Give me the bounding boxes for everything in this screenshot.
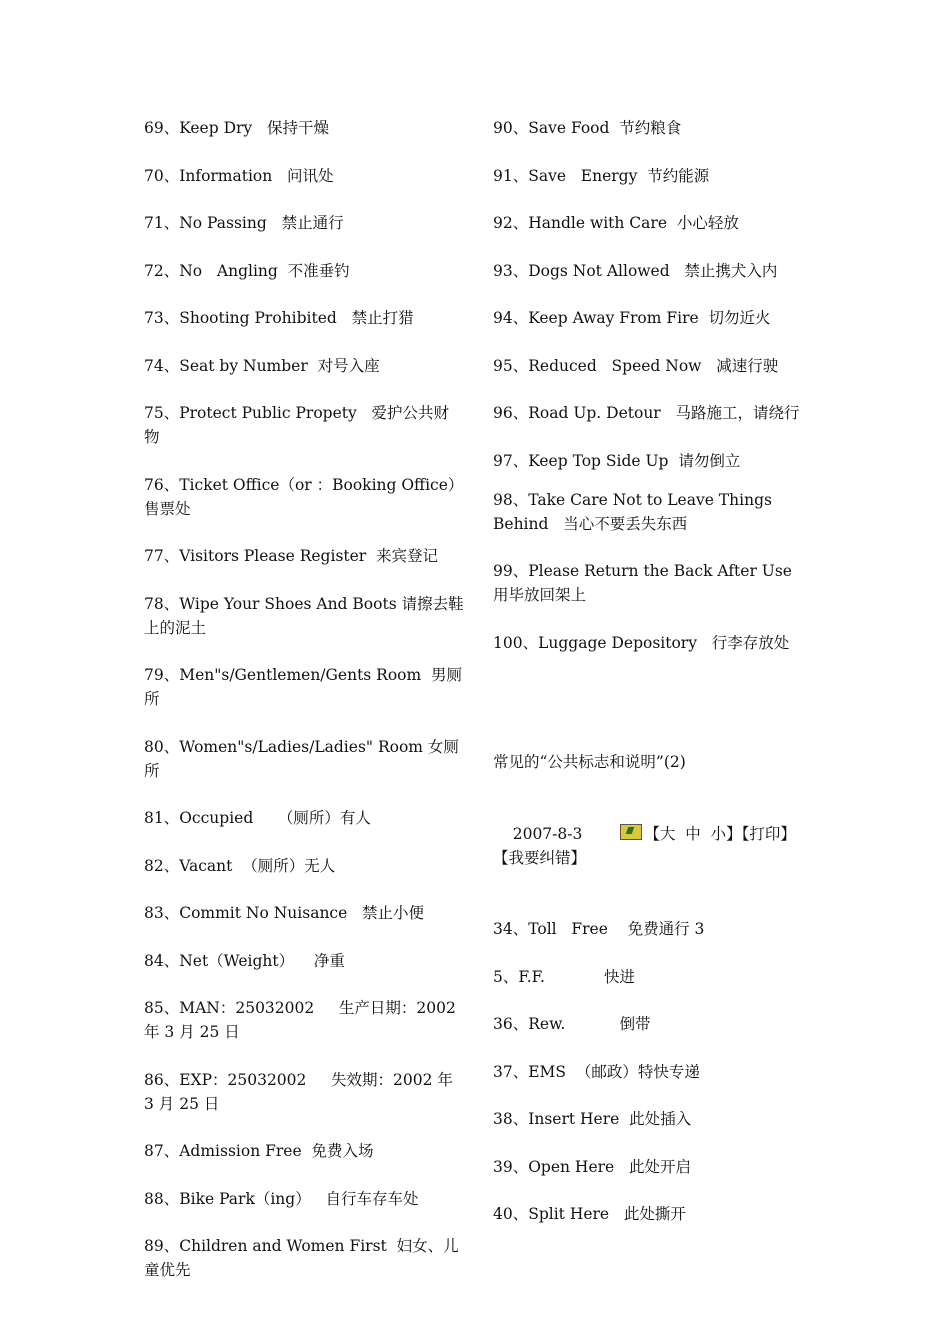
list-item: 76、Ticket Office（or ：Booking Office）售票处 [144,475,464,518]
list-item: 70、Information 问讯处 [144,166,334,185]
list-item: 86、EXP：25032002 失效期：2002 年 3 月 25 日 [144,1070,458,1113]
list-item: 97、Keep Top Side Up 请勿倒立 [493,451,741,470]
list-item: 84、Net（Weight） 净重 [144,951,345,970]
list-item: 90、Save Food 节约粮食 [493,119,682,137]
list-item: 74、Seat by Number 对号入座 [144,356,380,375]
list-item: 39、Open Here 此处开启 [493,1157,691,1176]
list-item: 77、Visitors Please Register 来宾登记 [144,547,439,565]
list-item: 81、Occupied （厕所）有人 [144,809,371,827]
list-item: 73、Shooting Prohibited 禁止打猎 [144,309,414,327]
list-item: 75、Protect Public Propety 爱护公共财物 [144,404,450,446]
list-item: 94、Keep Away From Fire 切勿近火 [493,309,771,327]
list-item: 87、Admission Free 免费入场 [144,1142,374,1160]
list-item: 38、Insert Here 此处插入 [493,1110,692,1128]
right-column [493,116,813,1250]
list-item: 80、Women"s/Ladies/Ladies" Room 女厕所 [144,737,459,780]
list-item: 71、No Passing 禁止通行 [144,214,344,232]
list-item: 34、Toll Free 免费通行 3 [493,920,705,938]
edit-icon[interactable] [620,824,642,840]
list-item: 72、No Angling 不准垂钓 [144,261,350,280]
list-item: 88、Bike Park（ing） 自行车存车处 [144,1189,419,1208]
list-item: 82、Vacant （厕所）无人 [144,856,336,875]
list-item: 91、Save Energy 节约能源 [493,166,710,185]
article-meta [493,798,813,894]
left-column [144,116,464,1306]
list-item: 69、Keep Dry 保持干燥 [144,119,329,137]
list-item: 37、EMS （邮政）特快专递 [493,1062,700,1081]
article-date: 2007-8-3 [512,824,583,843]
article-links[interactable]: 【大 中 小】【打印】【我要纠错】 [493,824,796,867]
list-item: 98、Take Care Not to Leave Things Behind 当心不要丢失东西 [493,490,777,533]
list-item: 78、Wipe Your Shoes And Boots 请擦去鞋上的泥土 [144,594,464,637]
list-item: 95、Reduced Speed Now 减速行驶 [493,356,779,375]
list-item: 96、Road Up. Detour 马路施工，请绕行 [493,404,800,422]
list-item: 99、Please Return the Back After Use 用毕放回架上 [493,562,807,604]
section-gap [493,678,813,750]
list-item: 83、Commit No Nuisance 禁止小便 [144,904,425,922]
list-item: 85、MAN：25032002 生产日期：2002 年 3 月 25 日 [144,999,461,1041]
list-item: 93、Dogs Not Allowed 禁止携犬入内 [493,261,778,280]
list-item: 5、F.F. 快进 [493,967,636,986]
list-item: 79、Men"s/Gentlemen/Gents Room 男厕所 [144,666,463,708]
list-item: 36、Rew. 倒带 [493,1015,651,1033]
list-item: 92、Handle with Care 小心轻放 [493,214,739,232]
list-item: 40、Split Here 此处撕开 [493,1205,686,1223]
list-item: 89、Children and Women First 妇女、儿童优先 [144,1237,459,1279]
article-title: 常见的“公共标志和说明”(2) [493,753,686,771]
list-item: 100、Luggage Depository 行李存放处 [493,633,790,652]
